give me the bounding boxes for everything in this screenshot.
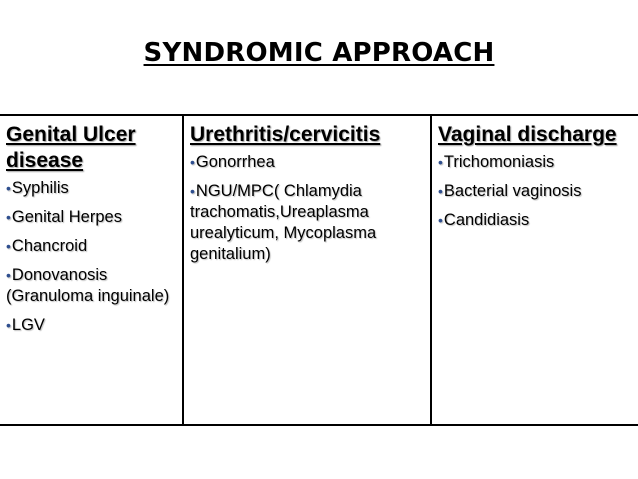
list-item: •NGU/MPC( Chlamydia trachomatis,Ureaplasma urealyticum, Mycoplasma genitalium) [190, 182, 377, 263]
list-item: •Bacterial vaginosis [438, 182, 582, 200]
list-item: •Gonorrhea [190, 153, 275, 171]
list-item: •Trichomoniasis [438, 153, 555, 171]
list-item: •Candidiasis [438, 211, 530, 229]
bullet-icon: • [190, 183, 195, 199]
list-item: •Syphilis [6, 179, 69, 197]
column-genital-ulcer [0, 116, 182, 424]
list-item: •Donovanosis (Granuloma inguinale) [6, 266, 170, 305]
list-item: •Chancroid [6, 237, 88, 255]
column-header: Genital Ulcer disease [6, 123, 136, 172]
syndromic-table [0, 114, 638, 426]
column-urethritis-cervicitis [182, 116, 430, 424]
bullet-icon: • [6, 317, 11, 333]
slide-title-text: SYNDROMIC APPROACH [143, 38, 495, 68]
column-header: Vaginal discharge [438, 123, 617, 146]
list-item: •LGV [6, 316, 45, 334]
column-header: Urethritis/cervicitis [190, 123, 381, 146]
bullet-icon: • [6, 209, 11, 225]
bullet-icon: • [6, 180, 11, 196]
bullet-icon: • [438, 212, 443, 228]
bullet-icon: • [438, 154, 443, 170]
bullet-icon: • [190, 154, 195, 170]
bullet-icon: • [438, 183, 443, 199]
column-vaginal-discharge [430, 116, 638, 424]
list-item: •Genital Herpes [6, 208, 122, 226]
bullet-icon: • [6, 267, 11, 283]
bullet-icon: • [6, 238, 11, 254]
slide-title [0, 38, 638, 68]
